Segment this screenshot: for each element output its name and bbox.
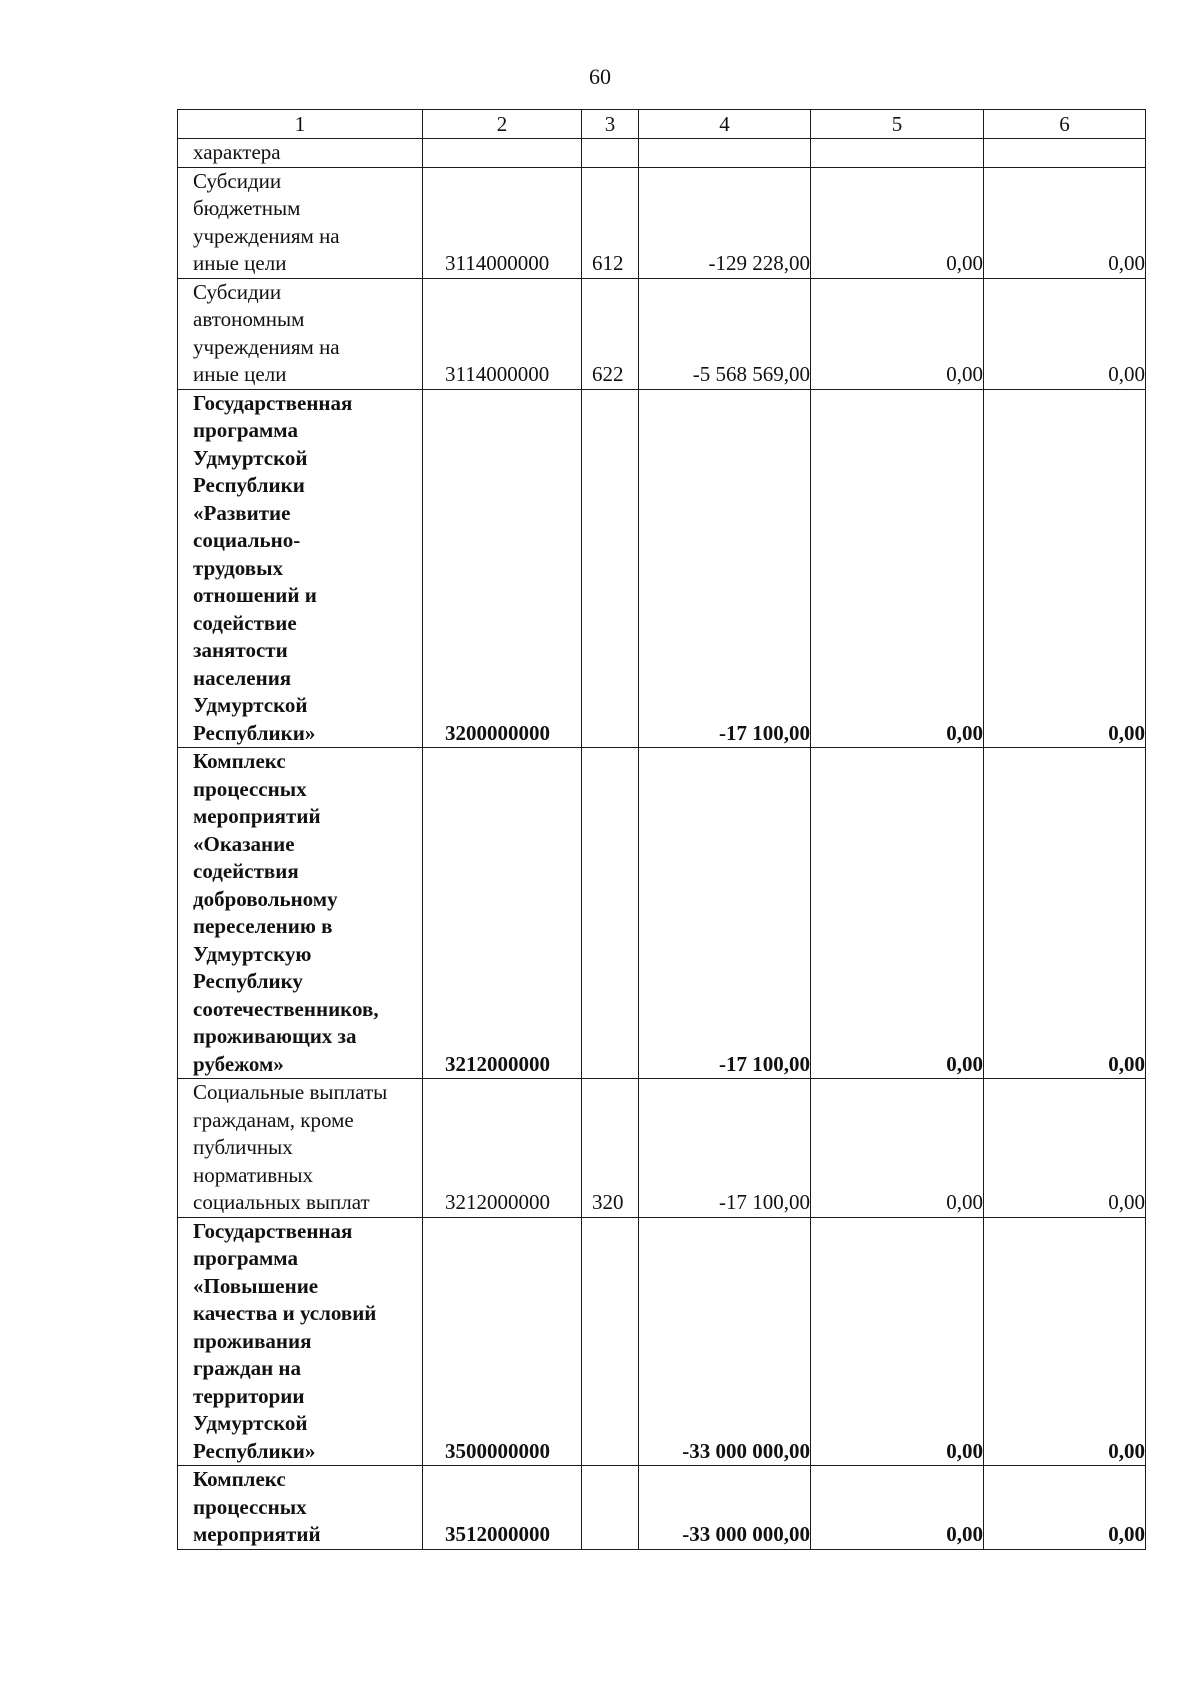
name-line: Субсидии (193, 168, 282, 193)
name-line: характера (193, 140, 281, 164)
cell-type: 612 (582, 167, 639, 278)
name-line: граждан на (193, 1356, 302, 1380)
name-line: «Повышение (193, 1273, 319, 1298)
name-line: Субсидии (193, 279, 282, 304)
cell-col-4: -17 100,00 (639, 389, 811, 748)
cell-col-5 (811, 139, 984, 168)
name-line: Республики» (193, 1438, 316, 1463)
cell-type (582, 139, 639, 168)
name-line: иные цели (193, 251, 287, 275)
table-row (178, 1217, 1146, 1466)
cell-name (178, 167, 423, 278)
name-line: гражданам, кроме (193, 1107, 354, 1132)
name-line: переселению в (193, 914, 333, 938)
cell-col-6: 0,00 (984, 748, 1146, 1079)
name-line: Государственная (193, 1218, 353, 1243)
cell-code: 3114000000 (423, 167, 582, 278)
name-line: Удмуртской (193, 445, 308, 470)
cell-col-6: 0,00 (984, 389, 1146, 748)
cell-type (582, 1217, 639, 1466)
cell-name (178, 278, 423, 389)
column-header-3: 3 (582, 110, 639, 139)
name-line: учреждениям на (193, 223, 340, 248)
column-header-4: 4 (639, 110, 811, 139)
cell-col-5: 0,00 (811, 748, 984, 1079)
name-line: содействия (193, 859, 299, 883)
budget-table (177, 109, 1146, 1550)
name-line: соотечественников, (193, 996, 379, 1021)
cell-col-5: 0,00 (811, 1079, 984, 1218)
name-line: Удмуртскую (193, 941, 312, 966)
cell-col-5: 0,00 (811, 1466, 984, 1550)
cell-col-6: 0,00 (984, 1466, 1146, 1550)
name-line: Государственная (193, 390, 353, 415)
cell-col-5: 0,00 (811, 1217, 984, 1466)
column-header-1: 1 (178, 110, 423, 139)
name-line: учреждениям на (193, 334, 340, 359)
name-line: рубежом» (193, 1051, 284, 1076)
name-line: социальных выплат (193, 1190, 370, 1214)
table-row (178, 1466, 1146, 1550)
name-line: автономным (193, 307, 305, 331)
cell-code: 3114000000 (423, 278, 582, 389)
name-line: иные цели (193, 362, 287, 386)
name-line: мероприятий (193, 804, 321, 828)
name-line: Комплекс (193, 1467, 286, 1491)
cell-code: 3512000000 (423, 1466, 582, 1550)
name-line: программа (193, 418, 298, 442)
cell-col-6: 0,00 (984, 1217, 1146, 1466)
name-line: населения (193, 665, 292, 690)
name-line: добровольному (193, 886, 338, 911)
cell-code: 3212000000 (423, 1079, 582, 1218)
name-line: трудовых (193, 555, 283, 580)
cell-col-6 (984, 139, 1146, 168)
name-line: «Оказание (193, 831, 295, 856)
cell-col-4 (639, 139, 811, 168)
name-line: занятости (193, 638, 288, 662)
name-line: отношений и (193, 583, 317, 607)
cell-code (423, 139, 582, 168)
cell-type: 320 (582, 1079, 639, 1218)
name-line: социально- (193, 528, 301, 552)
name-line: качества и условий (193, 1301, 377, 1325)
name-line: мероприятий (193, 1522, 321, 1546)
name-line: содействие (193, 610, 297, 635)
cell-type (582, 748, 639, 1079)
name-line: проживания (193, 1328, 312, 1353)
cell-col-4: -17 100,00 (639, 1079, 811, 1218)
cell-col-5: 0,00 (811, 389, 984, 748)
table-row (178, 139, 1146, 168)
table-body (178, 110, 1146, 1550)
name-line: Республику (193, 969, 303, 993)
cell-col-6: 0,00 (984, 167, 1146, 278)
table-row (178, 167, 1146, 278)
name-line: проживающих за (193, 1024, 357, 1048)
name-line: Удмуртской (193, 1411, 308, 1435)
page-number: 60 (589, 64, 611, 89)
cell-col-5: 0,00 (811, 278, 984, 389)
name-line: программа (193, 1246, 298, 1270)
cell-name (178, 1217, 423, 1466)
cell-col-4: -129 228,00 (639, 167, 811, 278)
name-line: Республики» (193, 720, 316, 745)
cell-col-4: -33 000 000,00 (639, 1217, 811, 1466)
table-row (178, 278, 1146, 389)
name-line: Республики (193, 473, 305, 497)
name-line: «Развитие (193, 500, 291, 525)
name-line: публичных (193, 1135, 293, 1159)
cell-name (178, 748, 423, 1079)
cell-code: 3212000000 (423, 748, 582, 1079)
table-row (178, 1079, 1146, 1218)
cell-name (178, 389, 423, 748)
name-line: Комплекс (193, 749, 286, 773)
cell-type (582, 389, 639, 748)
cell-type (582, 1466, 639, 1550)
column-header-2: 2 (423, 110, 582, 139)
cell-name (178, 1466, 423, 1550)
cell-code: 3200000000 (423, 389, 582, 748)
table-row (178, 389, 1146, 748)
cell-col-4: -5 568 569,00 (639, 278, 811, 389)
cell-col-4: -33 000 000,00 (639, 1466, 811, 1550)
name-line: процессных (193, 1494, 307, 1519)
name-line: процессных (193, 776, 307, 801)
cell-name (178, 139, 423, 168)
cell-col-6: 0,00 (984, 278, 1146, 389)
cell-col-4: -17 100,00 (639, 748, 811, 1079)
cell-name (178, 1079, 423, 1218)
table-row (178, 748, 1146, 1079)
cell-col-6: 0,00 (984, 1079, 1146, 1218)
name-line: территории (193, 1383, 305, 1408)
name-line: бюджетным (193, 196, 301, 220)
name-line: Удмуртской (193, 693, 308, 717)
header-row (178, 110, 1146, 139)
column-header-6: 6 (984, 110, 1146, 139)
name-line: Социальные выплаты (193, 1080, 388, 1104)
column-header-5: 5 (811, 110, 984, 139)
cell-code: 3500000000 (423, 1217, 582, 1466)
name-line: нормативных (193, 1162, 314, 1187)
cell-col-5: 0,00 (811, 167, 984, 278)
cell-type: 622 (582, 278, 639, 389)
